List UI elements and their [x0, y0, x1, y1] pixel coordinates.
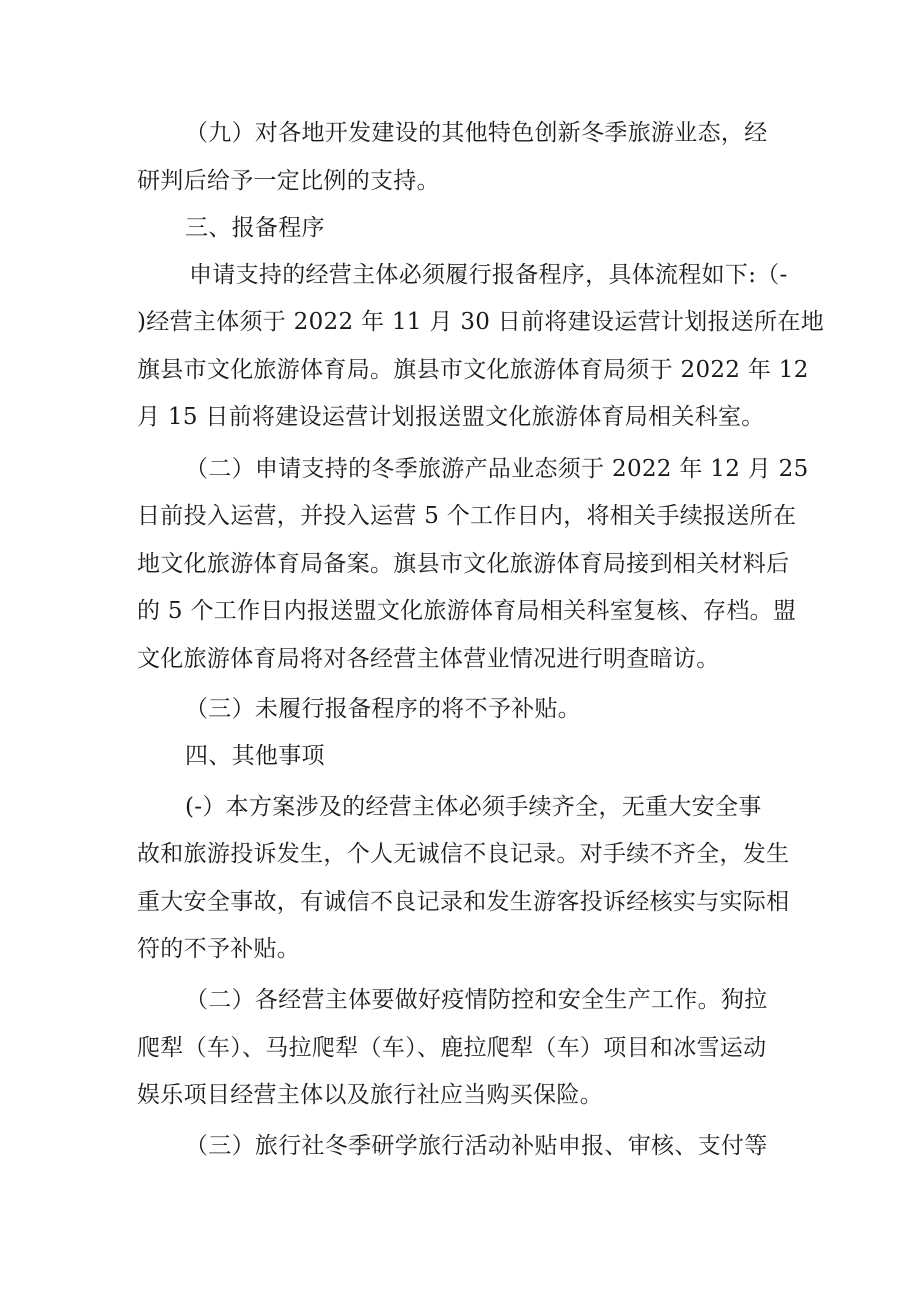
paragraph-line: 日前投入运营，并投入运营 5 个工作日内，将相关手续报送所在 — [137, 503, 797, 529]
paragraph-line: （二）各经营主体要做好疫情防控和安全生产工作。狗拉 — [185, 987, 768, 1013]
paragraph-line: （二）申请支持的冬季旅游产品业态须于 2022 年 12 月 25 — [185, 456, 809, 482]
paragraph-line: 地文化旅游体育局备案。旗县市文化旅游体育局接到相关材料后 — [137, 551, 790, 577]
section-heading: 三、报备程序 — [185, 215, 325, 241]
section-heading: 四、其他事项 — [185, 743, 325, 769]
paragraph-line: )经营主体须于 2022 年 11 月 30 日前将建设运营计划报送所在地 — [137, 309, 825, 335]
paragraph-line: 爬犁（车）、马拉爬犁（车）、鹿拉爬犁（车）项目和冰雪运动 — [137, 1035, 767, 1061]
paragraph-line: 月 15 日前将建设运营计划报送盟文化旅游体育局相关科室。 — [137, 404, 765, 430]
paragraph-line: 故和旅游投诉发生，个人无诚信不良记录。对手续不齐全，发生 — [137, 841, 790, 867]
paragraph-line: 研判后给予一定比例的支持。 — [137, 168, 440, 194]
paragraph-line: 重大安全事故，有诚信不良记录和发生游客投诉经核实与实际相 — [137, 889, 790, 915]
paragraph-line: 符的不予补贴。 — [137, 936, 301, 962]
paragraph-line: (-）本方案涉及的经营主体必须手续齐全，无重大安全事 — [185, 794, 762, 820]
paragraph-line: （三）未履行报备程序的将不予补贴。 — [185, 696, 582, 722]
paragraph-line: 文化旅游体育局将对各经营主体营业情况进行明查暗访。 — [137, 646, 720, 672]
paragraph-line: 娱乐项目经营主体以及旅行社应当购买保险。 — [137, 1082, 603, 1108]
paragraph-line: 申请支持的经营主体必须履行报备程序，具体流程如下:（- — [189, 262, 788, 288]
paragraph-line: 旗县市文化旅游体育局。旗县市文化旅游体育局须于 2022 年 12 — [137, 357, 809, 383]
paragraph-line: （九）对各地开发建设的其他特色创新冬季旅游业态，经 — [185, 120, 768, 146]
paragraph-line: （三）旅行社冬季研学旅行活动补贴申报、审核、支付等 — [185, 1133, 768, 1159]
paragraph-line: 的 5 个工作日内报送盟文化旅游体育局相关科室复核、存档。盟 — [137, 598, 797, 624]
